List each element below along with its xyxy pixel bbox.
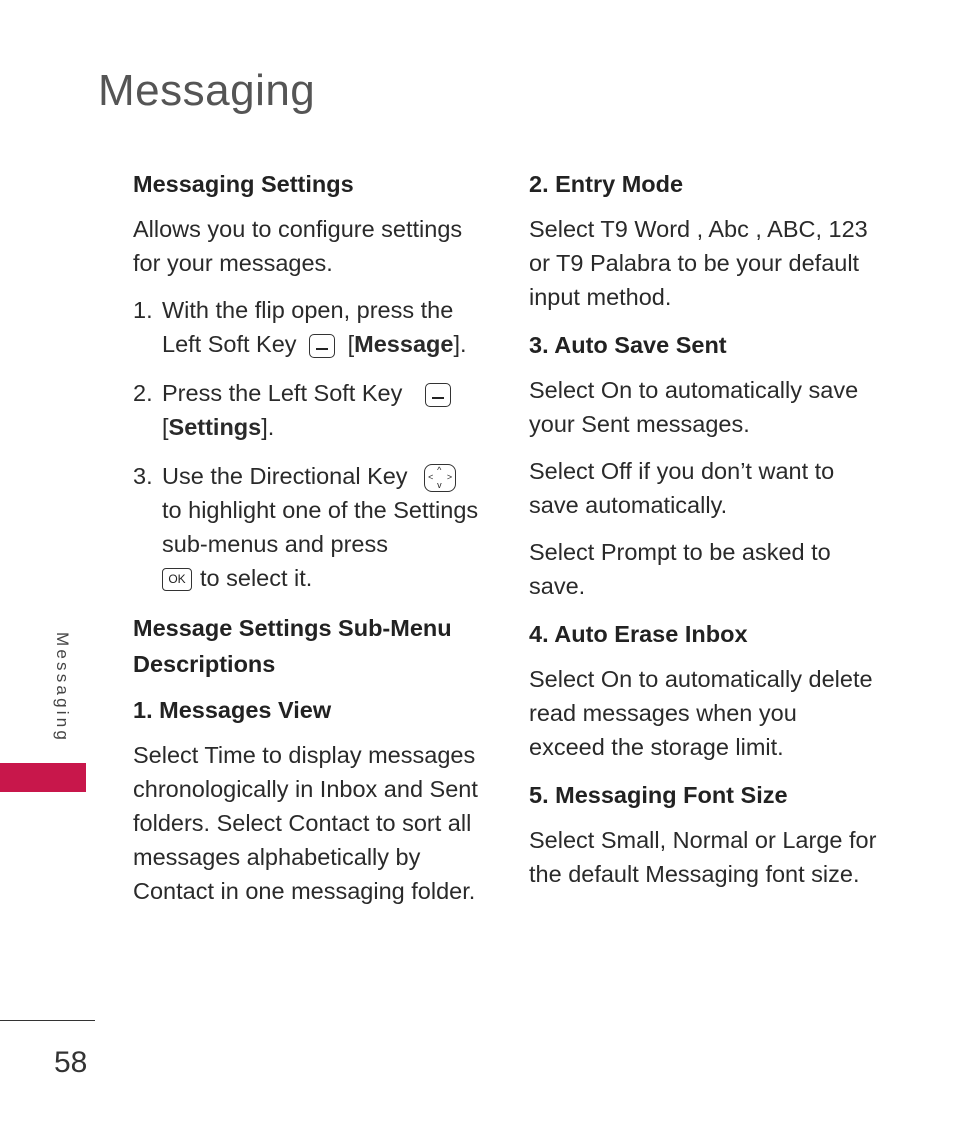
messaging-font-size-heading: 5. Messaging Font Size: [529, 782, 788, 808]
right-column: [529, 166, 879, 904]
auto-save-prompt-text: Select Prompt to be asked to save.: [529, 539, 831, 599]
step-text: With the flip open, press the Left Soft Key: [162, 297, 454, 357]
message-key-label: Message: [354, 331, 454, 357]
step-number: 2.: [133, 380, 153, 406]
messages-view-heading: 1. Messages View: [133, 697, 332, 723]
entry-mode-heading: 2. Entry Mode: [529, 171, 684, 197]
step-text: Press the Left Soft Key: [162, 380, 403, 406]
left-column: [133, 166, 493, 921]
section-side-tab-label: Messaging: [53, 632, 72, 744]
step-text: to highlight one of the Settings sub-menus and press: [162, 497, 479, 557]
step-2: [133, 376, 493, 444]
bracket: [: [347, 331, 355, 357]
left-soft-key-icon: [309, 334, 335, 358]
bracket: ].: [261, 414, 275, 440]
page-number: 58: [54, 1046, 88, 1079]
auto-save-off-text: Select Off if you don’t want to save automatically.: [529, 458, 835, 518]
settings-key-label: Settings: [168, 414, 262, 440]
footer-rule: [0, 1020, 95, 1021]
auto-save-on-text: Select On to automatically save your Sent messages.: [529, 377, 859, 437]
directional-key-icon: ^ v < >: [424, 464, 456, 492]
step-text: Use the Directional Key: [162, 463, 408, 489]
messages-view-text: Select Time to display messages chronologically in Inbox and Sent folders. Select Contact to sort all messages alphabetically by Contact in one messaging folder.: [133, 742, 478, 904]
step-1: [133, 293, 493, 361]
section-side-tab-marker: [0, 763, 86, 792]
step-number: 1.: [133, 297, 153, 323]
auto-erase-inbox-text: Select On to automatically delete read messages when you exceed the storage limit.: [529, 666, 873, 760]
bracket: ].: [453, 331, 467, 357]
bracket: [: [162, 414, 169, 440]
messaging-font-size-text: Select Small, Normal or Large for the default Messaging font size.: [529, 827, 877, 887]
ok-key-icon: OK: [162, 568, 192, 591]
auto-erase-inbox-heading: 4. Auto Erase Inbox: [529, 621, 748, 647]
messaging-settings-heading: Messaging Settings: [133, 171, 354, 197]
page-title: Messaging: [98, 66, 316, 115]
step-text: to select it.: [200, 565, 313, 591]
entry-mode-text: Select T9 Word , Abc , ABC, 123 or T9 Palabra to be your default input method.: [529, 216, 868, 310]
submenu-descriptions-heading: Message Settings Sub-Menu Descriptions: [133, 615, 452, 677]
messaging-settings-intro: Allows you to configure settings for your messages.: [133, 216, 463, 276]
left-soft-key-icon: [425, 383, 451, 407]
step-3: [133, 459, 493, 595]
step-number: 3.: [133, 463, 153, 489]
auto-save-sent-heading: 3. Auto Save Sent: [529, 332, 727, 358]
